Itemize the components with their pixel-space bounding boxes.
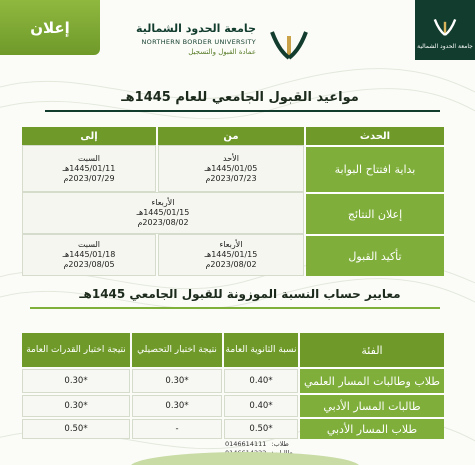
criteria-aptitude-value: 0.50*	[22, 419, 130, 439]
schedule-header-from: من	[158, 127, 304, 145]
schedule-header-event: الحدث	[306, 127, 444, 145]
date-hijri: 1445/01/05هـ	[204, 163, 258, 173]
criteria-header-secondary: نسبة الثانوية العامة	[224, 333, 298, 367]
schedule-title-underline	[45, 110, 440, 112]
criteria-aptitude-value: 0.30*	[22, 395, 130, 417]
schedule-merged-cell	[22, 192, 304, 234]
schedule-header-to: إلى	[22, 127, 156, 145]
criteria-secondary-value: 0.50*	[224, 419, 298, 439]
dark-university-logo	[415, 0, 475, 60]
schedule-to-cell	[22, 234, 156, 276]
criteria-header-achievement: نتيجة اختبار التحصيلي	[132, 333, 222, 367]
university-logo	[136, 18, 320, 70]
date-gregorian: 2023/07/29م	[63, 173, 115, 183]
date-gregorian: 2023/08/02م	[137, 218, 189, 227]
criteria-title: معايير حساب النسبة الموزونة للقبول الجامعي 1445هـ	[79, 287, 401, 301]
schedule-from-cell	[158, 234, 304, 276]
university-emblem-white-icon	[430, 11, 460, 41]
announcement-label: إعلان	[30, 18, 70, 37]
date-gregorian: 2023/07/23م	[205, 173, 257, 183]
schedule-event: بداية افتتاح البوابة	[306, 145, 444, 192]
criteria-achievement-value: 0.30*	[132, 369, 222, 393]
students-phone: 0146614111	[225, 440, 267, 448]
criteria-achievement-value: -	[132, 419, 222, 439]
criteria-secondary-value: 0.40*	[224, 369, 298, 393]
criteria-category: طالبات المسار الأدبي	[300, 393, 444, 417]
date-day: الأربعاء	[219, 240, 243, 249]
date-gregorian: 2023/08/05م	[63, 260, 115, 269]
date-day: السبت	[77, 153, 101, 163]
schedule-to-cell	[22, 145, 156, 192]
students-contact	[225, 440, 293, 449]
criteria-category: طلاب المسار الأدبي	[300, 417, 444, 439]
criteria-achievement-value: 0.30*	[132, 395, 222, 417]
university-name-ar: جامعة الحدود الشمالية	[136, 22, 256, 35]
schedule-title: مواعيد القبول الجامعي للعام 1445هـ	[121, 90, 359, 105]
students-label: طلاب:	[271, 440, 289, 448]
criteria-aptitude-value: 0.30*	[22, 369, 130, 393]
announcement-badge	[0, 0, 100, 55]
date-hijri: 1445/01/11هـ	[62, 163, 116, 173]
date-hijri: 1445/01/15هـ	[204, 250, 258, 259]
university-emblem-icon	[264, 18, 314, 68]
date-day: الأربعاء	[151, 198, 175, 207]
criteria-category: طلاب وطالبات المسار العلمي	[300, 367, 444, 393]
schedule-event: تأكيد القبول	[306, 234, 444, 276]
date-hijri: 1445/01/15هـ	[136, 208, 190, 217]
dark-logo-name: جامعة الحدود الشمالية	[417, 42, 473, 50]
schedule-event: إعلان النتائج	[306, 192, 444, 234]
date-gregorian: 2023/08/02م	[205, 260, 257, 269]
criteria-secondary-value: 0.40*	[224, 395, 298, 417]
criteria-title-underline	[30, 307, 440, 309]
date-hijri: 1445/01/18هـ	[62, 250, 116, 259]
schedule-from-cell	[158, 145, 304, 192]
university-name-en: NORTHERN BORDER UNIVERSITY	[141, 38, 256, 46]
criteria-header-category: الفئة	[300, 333, 444, 367]
deanship-name: عمادة القبول والتسجيل	[188, 48, 256, 56]
criteria-header-aptitude: نتيجة اختبار القدرات العامة	[22, 333, 130, 367]
date-day: الأحد	[223, 153, 239, 163]
date-day: السبت	[77, 240, 101, 249]
